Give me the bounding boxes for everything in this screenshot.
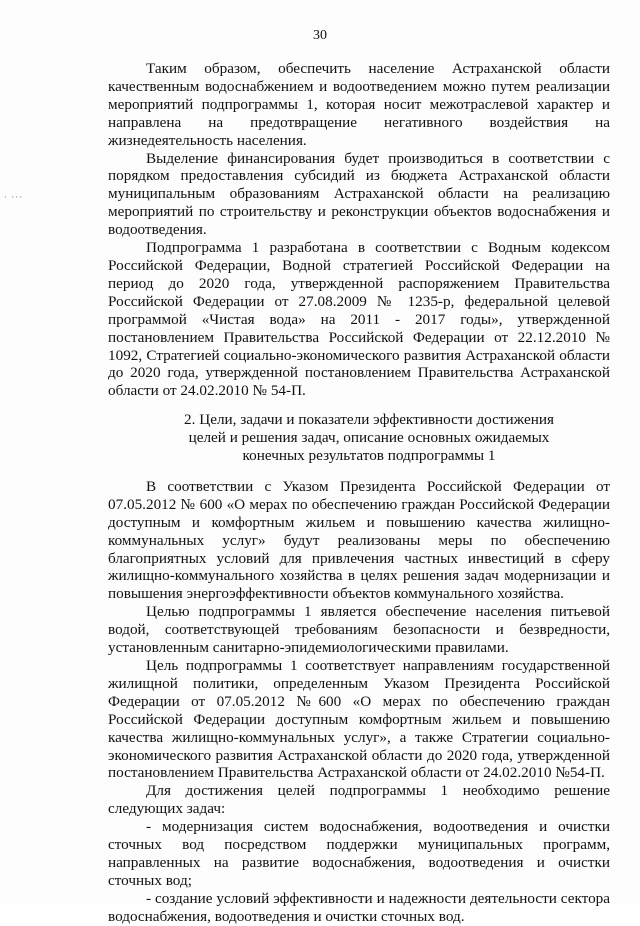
paragraph-tasks-intro: Для достижения целей подпрограммы 1 необходимо решение следующих задач: — [108, 782, 610, 818]
section-heading — [108, 411, 610, 465]
list-item-task: - модернизация систем водоснабжения, водоотведения и очистки сточных вод посредством поддержки муниципальных программ, направленных на развитие водоснабжения, водоотведения и очистки сточных вод; — [108, 818, 610, 889]
list-item-task: - создание условий эффективности и надежности деятельности сектора водоснабжения, водоотведения и очистки сточных вод. — [108, 889, 610, 925]
paragraph-goal: Целью подпрограммы 1 является обеспечение населения питьевой водой, соответствующей требованиям безопасности и безвредности, установленным санитарно-эпидемиологическими правилами. — [108, 603, 610, 657]
paragraph-financing: Выделение финансирования будет производиться в соответствии с порядком предоставления субсидий из бюджета Астраханской области муниципальным образованиям Астраханской области на реализацию мероприятий по строительству и реконструкции объектов водоснабжения и водоотведения. — [108, 149, 610, 239]
document-body — [108, 60, 610, 926]
page-number: 30 — [313, 28, 327, 43]
section-heading-line: целей и решения задач, описание основных ожидаемых — [188, 429, 550, 447]
paragraph-decree: В соответствии с Указом Президента Российской Федерации от 07.05.2012 № 600 «О мерах по обеспечению граждан Российской Федерации доступным и комфортным жильем и повышению качества жилищно-коммунальных услуг» будут реализованы меры по обеспечению благоприятных условий для привлечения частных инвестиций в сферу жилищно-коммунального хозяйства в целях решения задач модернизации и повышения энергоэффективности объектов коммунального хозяйства. — [108, 477, 610, 603]
paragraph-goal-alignment: Цель подпрограммы 1 соответствует направлениям государственной жилищной политики, определенным Указом Президента Российской Федерации от 07.05.2012 №600 «О мерах по обеспечению граждан Российской Федерации доступным комфортным жильем и повышению качества жилищно-коммунальных услуг», а также Стратегии социально-экономического развития Астраханской области до 2020 года, утвержденной постановлением Правительства Астраханской области от 24.02.2010 №54-П. — [108, 657, 610, 782]
paragraph-conclusion: Таким образом, обеспечить население Астраханской области качественным водоснабжением и водоотведением можно путем реализации мероприятий подпрограммы 1, которая носит межотраслевой характер и направлена на предотвращение негативного воздействия на жизнедеятельность населения. — [108, 60, 610, 149]
section-heading-line: 2. Цели, задачи и показатели эффективности достижения — [184, 411, 554, 429]
section-heading-line: конечных результатов подпрограммы 1 — [242, 447, 496, 465]
paragraph-legal-basis: Подпрограмма 1 разработана в соответствии с Водным кодексом Российской Федерации, Водной стратегией Российской Федерации на период до 2020 года, утвержденной распоряжением Правительства Российской Федерации от 27.08.2009 № 1235-р, федеральной целевой программой «Чистая вода» на 2011 - 2017 годы», утвержденной постановлением Правительства Российской Федерации от 22.12.2010 № 1092, Стратегией социально-экономического развития Астраханской области до 2020 года, утвержденной постановлением Правительства Астраханской области от 24.02.2010 № 54-П. — [108, 239, 610, 400]
margin-scan-mark: · ··· — [4, 192, 24, 202]
